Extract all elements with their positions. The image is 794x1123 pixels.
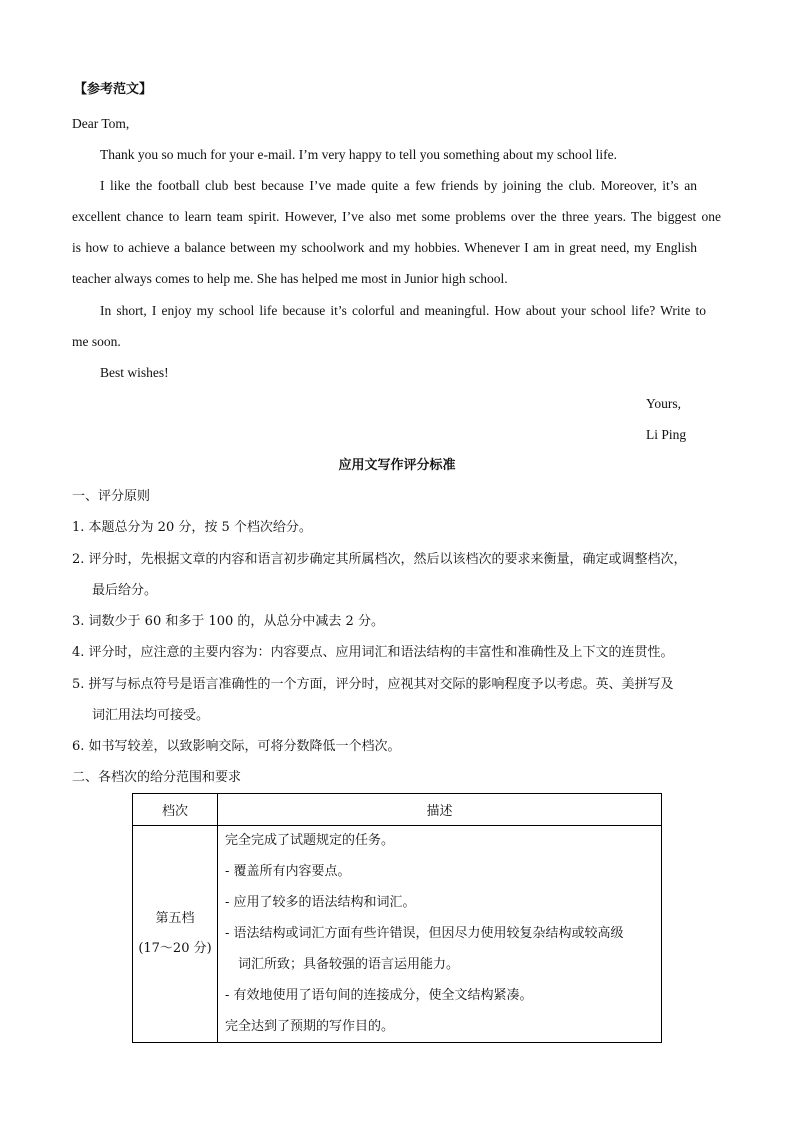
table-header-row xyxy=(133,794,662,826)
essay-line: excellent chance to learn team spirit. However, I’ve also met some problems over the three years. The biggest one xyxy=(72,209,721,224)
description-line: 词汇所致；具备较强的语言运用能力。 xyxy=(238,957,460,972)
essay-line: me soon. xyxy=(72,334,121,349)
table-header-desc: 描述 xyxy=(218,794,662,826)
essay-line: Best wishes! xyxy=(100,365,169,380)
rule-item: 2. 评分时，先根据文章的内容和语言初步确定其所属档次，然后以该档次的要求来衡量，确定或调整档次， xyxy=(72,552,687,567)
description-line: - 语法结构或词汇方面有些许错误，但因尽力使用较复杂结构或较高级 xyxy=(225,926,624,941)
essay-closing: Yours, xyxy=(646,396,682,411)
rule-item-continuation: 词汇用法均可接受。 xyxy=(92,708,210,723)
rule-item: 5. 拼写与标点符号是语言准确性的一个方面，评分时，应视其对交际的影响程度予以考虑。英、美拼写及 xyxy=(72,677,674,692)
rule-item: 3. 词数少于 60 和多于 100 的，从总分中减去 2 分。 xyxy=(72,614,384,629)
rule-item: 6. 如书写较差，以致影响交际，可将分数降低一个档次。 xyxy=(72,739,401,754)
rule-item: 1. 本题总分为 20 分，按 5 个档次给分。 xyxy=(72,520,312,535)
table-row xyxy=(133,826,662,1043)
standards-title: 应用文写作评分标准 xyxy=(338,458,456,473)
description-line: - 有效地使用了语句间的连接成分，使全文结构紧凑。 xyxy=(225,988,533,1003)
essay-heading: 【参考范文】 xyxy=(74,82,153,97)
essay-salutation: Dear Tom, xyxy=(72,116,130,131)
essay-line: is how to achieve a balance between my schoolwork and my hobbies. Whenever I am in great need, my English xyxy=(72,240,697,255)
description-line: - 覆盖所有内容要点。 xyxy=(225,864,351,879)
essay-line: teacher always comes to help me. She has helped me most in Junior high school. xyxy=(72,271,508,286)
description-line: 完全达到了预期的写作目的。 xyxy=(225,1019,395,1034)
description-line: - 应用了较多的语法结构和词汇。 xyxy=(225,895,416,910)
essay-line: In short, I enjoy my school life because it’s colorful and meaningful. How about your school life? Write to xyxy=(100,303,706,318)
essay-line: I like the football club best because I’ve made quite a few friends by joining the club. Moreover, it’s an xyxy=(100,178,697,193)
level-cell xyxy=(133,826,218,1043)
level-name: 第五档 xyxy=(155,911,195,926)
level-range: (17～20 分) xyxy=(138,941,212,956)
essay-signature: Li Ping xyxy=(646,427,687,442)
grading-table xyxy=(132,793,662,1043)
rule-item: 4. 评分时，应注意的主要内容为：内容要点、应用词汇和语法结构的丰富性和准确性及上下文的连贯性。 xyxy=(72,645,674,660)
section-title: 一、评分原则 xyxy=(72,489,151,504)
rule-item-continuation: 最后给分。 xyxy=(92,583,158,598)
section-title: 二、各档次的给分范围和要求 xyxy=(72,770,242,785)
essay-line: Thank you so much for your e-mail. I’m very happy to tell you something about my school life. xyxy=(100,147,618,162)
description-cell xyxy=(218,826,662,1043)
table-header-level: 档次 xyxy=(133,794,218,826)
description-line: 完全完成了试题规定的任务。 xyxy=(225,833,395,848)
